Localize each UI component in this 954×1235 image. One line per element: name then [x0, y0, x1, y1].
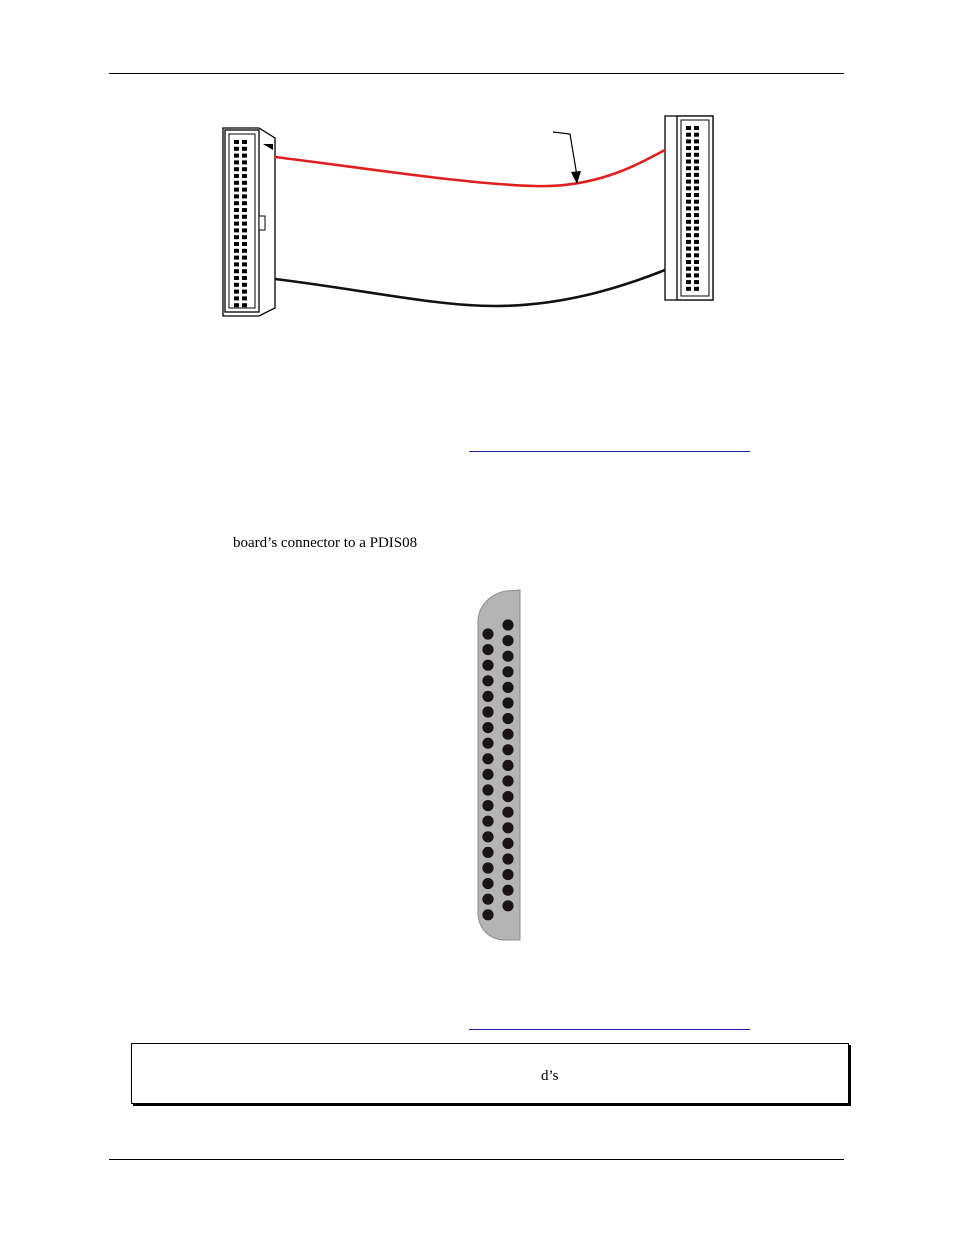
- d-sub-pin: [482, 753, 493, 764]
- header-pin: [234, 269, 239, 273]
- header-pin: [686, 193, 691, 197]
- header-pin: [686, 166, 691, 170]
- header-pin: [234, 283, 239, 287]
- header-pin: [686, 160, 691, 164]
- note-box: [131, 1043, 849, 1104]
- header-pin: [242, 269, 247, 273]
- header-pin: [234, 140, 239, 144]
- d-sub-pin: [482, 784, 493, 795]
- header-pin: [694, 166, 699, 170]
- header-pin: [694, 133, 699, 137]
- d-sub-pin: [482, 675, 493, 686]
- header-pin: [234, 303, 239, 307]
- header-pin: [686, 213, 691, 217]
- header-pin: [234, 208, 239, 212]
- header-pin: [234, 290, 239, 294]
- black-cable-wire: [275, 270, 665, 306]
- header-pin: [242, 283, 247, 287]
- header-pin: [686, 206, 691, 210]
- d-sub-pin: [482, 691, 493, 702]
- header-pin: [694, 126, 699, 130]
- d-sub-pin: [482, 862, 493, 873]
- d-sub-pin: [482, 769, 493, 780]
- red-cable-wire: [275, 150, 665, 186]
- header-pin: [686, 247, 691, 251]
- header-pin: [694, 139, 699, 143]
- header-pin: [234, 256, 239, 260]
- d-sub-pin: [502, 760, 513, 771]
- header-pin: [686, 227, 691, 231]
- header-pin: [686, 260, 691, 264]
- header-pin: [694, 193, 699, 197]
- header-pin: [242, 303, 247, 307]
- header-pin: [242, 194, 247, 198]
- d-sub-pin: [482, 628, 493, 639]
- header-pin: [242, 201, 247, 205]
- header-pin: [686, 173, 691, 177]
- d-sub-pin: [502, 775, 513, 786]
- header-pin: [694, 213, 699, 217]
- header-pin: [694, 240, 699, 244]
- header-pin: [242, 222, 247, 226]
- header-pin: [686, 200, 691, 204]
- header-pin: [686, 233, 691, 237]
- header-pin: [234, 296, 239, 300]
- header-pin: [242, 160, 247, 164]
- d-sub-pin: [502, 791, 513, 802]
- d-sub-pin: [502, 651, 513, 662]
- header-pin: [234, 147, 239, 151]
- ribbon-cable-figure: [215, 108, 725, 320]
- link-underline-bottom[interactable]: [469, 1029, 750, 1030]
- header-pin: [234, 249, 239, 253]
- header-pin: [242, 242, 247, 246]
- d-sub-pin: [482, 831, 493, 842]
- header-pin: [694, 206, 699, 210]
- header-pin: [234, 222, 239, 226]
- header-pin: [686, 146, 691, 150]
- link-underline-top[interactable]: [469, 451, 750, 452]
- header-pin: [694, 273, 699, 277]
- d-sub-pin: [482, 800, 493, 811]
- header-pin: [242, 262, 247, 266]
- header-pin: [234, 228, 239, 232]
- note-text: d’s: [541, 1068, 559, 1084]
- header-pin: [686, 280, 691, 284]
- header-pin: [234, 201, 239, 205]
- header-pin: [242, 235, 247, 239]
- header-pin: [694, 247, 699, 251]
- header-pin: [686, 267, 691, 271]
- header-pin: [694, 280, 699, 284]
- leader-arrow: [553, 132, 577, 176]
- header-pin: [694, 267, 699, 271]
- header-pin: [242, 249, 247, 253]
- header-pin: [686, 287, 691, 291]
- header-pin: [234, 194, 239, 198]
- d-sub-pin: [482, 644, 493, 655]
- d-sub-pin: [482, 847, 493, 858]
- d-sub-pin: [502, 807, 513, 818]
- header-pin: [242, 167, 247, 171]
- header-pin: [694, 253, 699, 257]
- d-sub-pin: [502, 885, 513, 896]
- header-pin: [694, 260, 699, 264]
- header-pin: [242, 290, 247, 294]
- header-pin: [694, 233, 699, 237]
- d-sub-pin: [502, 838, 513, 849]
- header-pin: [234, 167, 239, 171]
- header-pin: [686, 220, 691, 224]
- header-pin: [234, 235, 239, 239]
- header-pin: [686, 139, 691, 143]
- d-sub-pin: [502, 744, 513, 755]
- header-pin: [242, 228, 247, 232]
- header-pin: [234, 188, 239, 192]
- d-sub-pin: [502, 853, 513, 864]
- header-pin: [694, 220, 699, 224]
- header-pin: [686, 240, 691, 244]
- right-header-connector: [665, 116, 713, 300]
- d-sub-pin: [502, 729, 513, 740]
- header-pin: [686, 253, 691, 257]
- header-pin: [694, 146, 699, 150]
- header-pin: [694, 200, 699, 204]
- d-sub-pin: [502, 713, 513, 724]
- header-pin: [242, 296, 247, 300]
- d-sub-pin: [502, 666, 513, 677]
- header-pin: [694, 287, 699, 291]
- d-sub-pin: [502, 619, 513, 630]
- d-sub-pin: [482, 878, 493, 889]
- header-pin: [234, 154, 239, 158]
- header-pin: [242, 256, 247, 260]
- d-sub-pin: [482, 660, 493, 671]
- connector-sentence: board’s connector to a PDIS08: [233, 535, 418, 551]
- header-pin: [234, 276, 239, 280]
- header-pin: [242, 154, 247, 158]
- d-sub-pin: [502, 682, 513, 693]
- d-sub-pin: [502, 900, 513, 911]
- header-pin: [686, 273, 691, 277]
- header-rule: [109, 73, 844, 74]
- header-pin: [694, 180, 699, 184]
- d-sub-pin: [482, 706, 493, 717]
- header-pin: [242, 174, 247, 178]
- left-header-connector: [223, 128, 275, 316]
- header-pin: [234, 181, 239, 185]
- header-pin: [686, 153, 691, 157]
- header-pin: [242, 147, 247, 151]
- header-pin: [686, 180, 691, 184]
- d-sub-pin: [482, 738, 493, 749]
- d-sub-pin: [502, 697, 513, 708]
- header-pin: [234, 262, 239, 266]
- d-sub-pin: [482, 894, 493, 905]
- header-pin: [694, 160, 699, 164]
- d-sub-pin: [482, 816, 493, 827]
- d-sub-pin: [482, 909, 493, 920]
- header-pin: [694, 173, 699, 177]
- header-pin: [234, 215, 239, 219]
- header-pin: [242, 188, 247, 192]
- header-pin: [686, 186, 691, 190]
- d-sub-pin: [502, 869, 513, 880]
- header-pin: [686, 126, 691, 130]
- d-sub-pin: [502, 635, 513, 646]
- footer-rule: [109, 1159, 844, 1160]
- d-sub-pin: [482, 722, 493, 733]
- header-pin: [686, 133, 691, 137]
- d-sub-pin: [502, 822, 513, 833]
- header-pin: [242, 208, 247, 212]
- header-pin: [694, 153, 699, 157]
- header-pin: [242, 276, 247, 280]
- header-pin: [234, 242, 239, 246]
- header-pin: [234, 174, 239, 178]
- header-pin: [234, 160, 239, 164]
- header-pin: [242, 140, 247, 144]
- header-pin: [242, 181, 247, 185]
- header-pin: [694, 227, 699, 231]
- d-sub-37-connector: [476, 588, 522, 944]
- header-pin: [694, 186, 699, 190]
- header-pin: [242, 215, 247, 219]
